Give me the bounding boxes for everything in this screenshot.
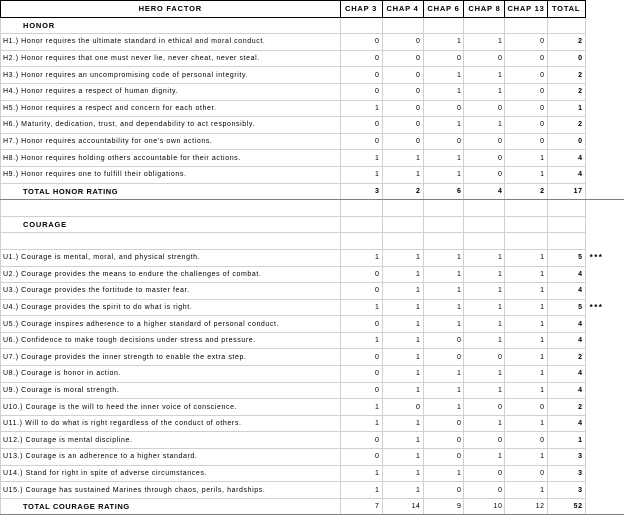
- chapter-value: 1: [464, 299, 505, 316]
- row-total: 4: [547, 415, 585, 432]
- chapter-value: 0: [464, 399, 505, 416]
- chapter-value: 1: [382, 150, 423, 167]
- chapter-value: 0: [464, 432, 505, 449]
- chapter-value: 0: [340, 266, 382, 283]
- blank-cell: [547, 200, 585, 217]
- blank-cell: [340, 216, 382, 233]
- chapter-value: 1: [464, 316, 505, 333]
- chapter-value: 1: [382, 283, 423, 300]
- row-total: 1: [547, 100, 585, 117]
- factor-label: U6.) Confidence to make tough decisions under stress and pressure.: [1, 332, 341, 349]
- chapter-total: 4: [464, 183, 505, 200]
- chapter-value: 1: [382, 366, 423, 383]
- factor-label: U3.) Courage provides the fortitude to master fear.: [1, 283, 341, 300]
- factor-label: U7.) Courage provides the inner strength to enable the extra step.: [1, 349, 341, 366]
- chapter-value: 1: [464, 266, 505, 283]
- chapter-total: 2: [505, 183, 547, 200]
- factor-label: U10.) Courage is the will to heed the inner voice of conscience.: [1, 399, 341, 416]
- chapter-value: 0: [423, 332, 464, 349]
- blank-edge-cell: [585, 183, 624, 200]
- chapter-total: 7: [340, 498, 382, 515]
- row-total: 2: [547, 83, 585, 100]
- factor-label: U11.) Will to do what is right regardless of the conduct of others.: [1, 415, 341, 432]
- table-row: [1, 415, 624, 432]
- chapter-value: 0: [382, 399, 423, 416]
- blank-cell: [505, 200, 547, 217]
- header-row: [1, 1, 624, 18]
- chapter-value: 1: [505, 366, 547, 383]
- blank-cell: [423, 17, 464, 34]
- factor-label: U8.) Courage is honor in action.: [1, 366, 341, 383]
- chapter-value: 0: [505, 432, 547, 449]
- chapter-value: 1: [505, 482, 547, 499]
- chapter-value: 1: [382, 449, 423, 466]
- highlight-marker: [585, 100, 624, 117]
- chapter-value: 0: [505, 34, 547, 51]
- blank-cell: [340, 17, 382, 34]
- chapter-value: 1: [505, 449, 547, 466]
- table-row: [1, 34, 624, 51]
- chapter-value: 0: [423, 100, 464, 117]
- chapter-value: 0: [340, 382, 382, 399]
- chapter-value: 1: [423, 117, 464, 134]
- table-row: [1, 482, 624, 499]
- blank-cell: [505, 216, 547, 233]
- chapter-value: 0: [382, 50, 423, 67]
- table-row: [1, 299, 624, 316]
- section-title-row: [1, 17, 624, 34]
- chapter-value: 1: [382, 299, 423, 316]
- blank-edge-cell: [585, 498, 624, 515]
- table-row: [1, 399, 624, 416]
- chapter-value: 1: [423, 67, 464, 84]
- chapter-value: 1: [505, 249, 547, 266]
- highlight-marker: [585, 266, 624, 283]
- blank-cell: [1, 200, 341, 217]
- factor-label: H8.) Honor requires holding others accountable for their actions.: [1, 150, 341, 167]
- table-row: [1, 283, 624, 300]
- row-total: 2: [547, 349, 585, 366]
- blank-cell: [505, 17, 547, 34]
- factor-label: H4.) Honor requires a respect of human dignity.: [1, 83, 341, 100]
- courage-total-label: TOTAL COURAGE RATING: [1, 498, 341, 515]
- chapter-value: 0: [464, 465, 505, 482]
- factor-label: U14.) Stand for right in spite of adverse circumstances.: [1, 465, 341, 482]
- table-row: [1, 67, 624, 84]
- factor-label: H6.) Maturity, dedication, trust, and dependability to act responsibly.: [1, 117, 341, 134]
- chapter-value: 1: [423, 382, 464, 399]
- chapter-value: 1: [340, 166, 382, 183]
- factor-label: H7.) Honor requires accountability for one's own actions.: [1, 133, 341, 150]
- chapter-value: 0: [464, 349, 505, 366]
- chapter-value: 1: [382, 465, 423, 482]
- chapter-value: 1: [340, 150, 382, 167]
- highlight-marker: [585, 465, 624, 482]
- chapter-value: 1: [423, 399, 464, 416]
- chapter-value: 1: [382, 432, 423, 449]
- chapter-value: 1: [423, 266, 464, 283]
- honor-section-title: HONOR: [1, 17, 341, 34]
- header-hero-factor: HERO FACTOR: [1, 1, 341, 18]
- section-title-row: [1, 216, 624, 233]
- row-total: 2: [547, 67, 585, 84]
- chapter-value: 0: [382, 133, 423, 150]
- highlight-marker: [585, 117, 624, 134]
- chapter-value: 0: [340, 133, 382, 150]
- blank-cell: [547, 233, 585, 250]
- chapter-total: 14: [382, 498, 423, 515]
- chapter-value: 1: [340, 299, 382, 316]
- row-total: 4: [547, 316, 585, 333]
- chapter-total: 12: [505, 498, 547, 515]
- chapter-value: 1: [505, 266, 547, 283]
- chapter-value: 0: [505, 465, 547, 482]
- chapter-value: 0: [505, 399, 547, 416]
- highlight-marker: [585, 283, 624, 300]
- header-chap-4: CHAP 4: [382, 1, 423, 18]
- table-row: [1, 382, 624, 399]
- table-row: [1, 266, 624, 283]
- row-total: 4: [547, 283, 585, 300]
- chapter-value: 0: [423, 449, 464, 466]
- blank-cell: [382, 200, 423, 217]
- factor-label: U13.) Courage is an adherence to a higher standard.: [1, 449, 341, 466]
- chapter-value: 1: [505, 382, 547, 399]
- chapter-value: 1: [382, 266, 423, 283]
- table-row: [1, 50, 624, 67]
- table-row: [1, 349, 624, 366]
- factor-label: U12.) Courage is mental discipline.: [1, 432, 341, 449]
- chapter-value: 0: [382, 100, 423, 117]
- chapter-value: 1: [423, 316, 464, 333]
- row-total: 4: [547, 332, 585, 349]
- blank-cell: [340, 200, 382, 217]
- chapter-value: 0: [464, 133, 505, 150]
- chapter-value: 0: [505, 100, 547, 117]
- blank-cell: [547, 17, 585, 34]
- chapter-value: 0: [340, 366, 382, 383]
- blank-cell: [464, 17, 505, 34]
- blank-cell: [382, 17, 423, 34]
- blank-cell: [1, 233, 341, 250]
- chapter-value: 0: [505, 133, 547, 150]
- table-row: [1, 166, 624, 183]
- chapter-value: 1: [505, 299, 547, 316]
- highlight-marker: [585, 482, 624, 499]
- highlight-marker: [585, 449, 624, 466]
- chapter-value: 1: [464, 382, 505, 399]
- chapter-value: 1: [423, 465, 464, 482]
- header-chap-13: CHAP 13: [505, 1, 547, 18]
- chapter-value: 0: [340, 449, 382, 466]
- highlight-marker: [585, 133, 624, 150]
- chapter-value: 1: [423, 150, 464, 167]
- table-row: [1, 83, 624, 100]
- chapter-value: 0: [340, 34, 382, 51]
- blank-edge-cell: [585, 233, 624, 250]
- table-row: [1, 432, 624, 449]
- highlight-marker: [585, 316, 624, 333]
- chapter-value: 0: [340, 83, 382, 100]
- chapter-value: 0: [340, 117, 382, 134]
- chapter-value: 0: [423, 432, 464, 449]
- highlight-marker: ***: [589, 253, 604, 263]
- chapter-value: 1: [423, 83, 464, 100]
- blank-cell: [505, 233, 547, 250]
- table-row: [1, 449, 624, 466]
- highlight-marker: [585, 349, 624, 366]
- chapter-value: 0: [423, 415, 464, 432]
- chapter-value: 1: [423, 299, 464, 316]
- chapter-value: 0: [464, 482, 505, 499]
- factor-label: U1.) Courage is mental, moral, and physical strength.: [1, 249, 341, 266]
- chapter-value: 1: [382, 415, 423, 432]
- chapter-value: 0: [382, 34, 423, 51]
- chapter-total: 9: [423, 498, 464, 515]
- blank-cell: [464, 216, 505, 233]
- chapter-value: 0: [340, 50, 382, 67]
- chapter-value: 1: [340, 399, 382, 416]
- chapter-value: 1: [464, 117, 505, 134]
- chapter-value: 1: [505, 332, 547, 349]
- chapter-value: 0: [423, 349, 464, 366]
- table-row: [1, 100, 624, 117]
- chapter-total: 2: [382, 183, 423, 200]
- blank-cell: [464, 233, 505, 250]
- chapter-value: 0: [464, 150, 505, 167]
- chapter-value: 1: [464, 67, 505, 84]
- total-row: [1, 498, 624, 515]
- chapter-value: 1: [382, 332, 423, 349]
- chapter-value: 0: [505, 83, 547, 100]
- chapter-value: 0: [423, 133, 464, 150]
- honor-total-label: TOTAL HONOR RATING: [1, 183, 341, 200]
- chapter-value: 1: [464, 34, 505, 51]
- chapter-value: 1: [464, 449, 505, 466]
- row-total: 2: [547, 34, 585, 51]
- highlight-marker: [585, 34, 624, 51]
- chapter-value: 1: [340, 249, 382, 266]
- chapter-value: 0: [505, 67, 547, 84]
- chapter-value: 1: [464, 366, 505, 383]
- chapter-value: 1: [382, 482, 423, 499]
- chapter-value: 1: [505, 150, 547, 167]
- row-total: 0: [547, 50, 585, 67]
- chapter-value: 1: [423, 166, 464, 183]
- table-row: [1, 249, 624, 266]
- chapter-value: 1: [505, 316, 547, 333]
- row-total: 4: [547, 166, 585, 183]
- row-total: 5: [547, 299, 585, 316]
- row-total: 2: [547, 399, 585, 416]
- blank-edge-cell: [585, 17, 624, 34]
- blank-cell: [423, 216, 464, 233]
- chapter-value: 1: [340, 100, 382, 117]
- blank-cell: [423, 200, 464, 217]
- table-row: [1, 366, 624, 383]
- chapter-value: 1: [340, 482, 382, 499]
- chapter-value: 0: [340, 316, 382, 333]
- highlight-marker: [585, 382, 624, 399]
- chapter-value: 1: [505, 415, 547, 432]
- chapter-value: 1: [505, 349, 547, 366]
- header-chap-3: CHAP 3: [340, 1, 382, 18]
- highlight-marker: [585, 415, 624, 432]
- factor-label: H3.) Honor requires an uncompromising code of personal integrity.: [1, 67, 341, 84]
- chapter-value: 0: [505, 117, 547, 134]
- chapter-value: 0: [382, 83, 423, 100]
- chapter-value: 1: [423, 283, 464, 300]
- factor-label: U9.) Courage is moral strength.: [1, 382, 341, 399]
- factor-label: U15.) Courage has sustained Marines through chaos, perils, hardships.: [1, 482, 341, 499]
- grand-total: 52: [547, 498, 585, 515]
- table-row: [1, 150, 624, 167]
- highlight-marker: [585, 432, 624, 449]
- highlight-marker: [585, 67, 624, 84]
- factor-label: H5.) Honor requires a respect and concern for each other.: [1, 100, 341, 117]
- chapter-value: 0: [505, 50, 547, 67]
- factor-label: U5.) Courage inspires adherence to a higher standard of personal conduct.: [1, 316, 341, 333]
- row-total: 3: [547, 465, 585, 482]
- highlight-marker: ***: [589, 302, 604, 312]
- highlight-marker: [585, 399, 624, 416]
- chapter-value: 1: [382, 249, 423, 266]
- chapter-value: 1: [423, 34, 464, 51]
- chapter-value: 1: [340, 465, 382, 482]
- chapter-value: 0: [382, 117, 423, 134]
- header-chap-8: CHAP 8: [464, 1, 505, 18]
- chapter-value: 1: [464, 249, 505, 266]
- highlight-marker: [585, 166, 624, 183]
- chapter-value: 1: [423, 249, 464, 266]
- blank-row: [1, 233, 624, 250]
- chapter-value: 0: [464, 50, 505, 67]
- table-body: [1, 1, 624, 515]
- chapter-value: 1: [464, 83, 505, 100]
- chapter-value: 0: [382, 67, 423, 84]
- total-row: [1, 183, 624, 200]
- table-row: [1, 332, 624, 349]
- chapter-value: 1: [505, 283, 547, 300]
- factor-label: H2.) Honor requires that one must never lie, never cheat, never steal.: [1, 50, 341, 67]
- chapter-value: 1: [464, 415, 505, 432]
- highlight-marker: [585, 366, 624, 383]
- chapter-total: 3: [340, 183, 382, 200]
- chapter-value: 1: [382, 382, 423, 399]
- factor-label: H9.) Honor requires one to fulfill their obligations.: [1, 166, 341, 183]
- chapter-value: 1: [340, 332, 382, 349]
- factor-label: H1.) Honor requires the ultimate standard in ethical and moral conduct.: [1, 34, 341, 51]
- chapter-value: 1: [382, 316, 423, 333]
- blank-row: [1, 200, 624, 217]
- chapter-value: 1: [340, 415, 382, 432]
- factor-label: U2.) Courage provides the means to endure the challenges of combat.: [1, 266, 341, 283]
- blank-edge-cell: [585, 216, 624, 233]
- row-total: 4: [547, 382, 585, 399]
- chapter-value: 1: [423, 366, 464, 383]
- chapter-value: 0: [340, 67, 382, 84]
- table-row: [1, 465, 624, 482]
- chapter-value: 0: [340, 432, 382, 449]
- chapter-value: 0: [464, 166, 505, 183]
- blank-cell: [464, 200, 505, 217]
- chapter-value: 1: [464, 283, 505, 300]
- row-total: 5: [547, 249, 585, 266]
- chapter-value: 0: [423, 482, 464, 499]
- row-total: 3: [547, 482, 585, 499]
- header-chap-6: CHAP 6: [423, 1, 464, 18]
- highlight-marker: [585, 332, 624, 349]
- row-total: 3: [547, 449, 585, 466]
- chapter-value: 1: [382, 166, 423, 183]
- header-spacer: [585, 1, 624, 18]
- row-total: 4: [547, 266, 585, 283]
- courage-section-title: COURAGE: [1, 216, 341, 233]
- chapter-value: 1: [464, 332, 505, 349]
- blank-cell: [382, 216, 423, 233]
- blank-edge-cell: [585, 200, 624, 217]
- row-total: 4: [547, 366, 585, 383]
- row-total: 2: [547, 117, 585, 134]
- factor-label: U4.) Courage provides the spirit to do what is right.: [1, 299, 341, 316]
- table-row: [1, 117, 624, 134]
- row-total: 0: [547, 133, 585, 150]
- highlight-marker: [585, 83, 624, 100]
- table-row: [1, 316, 624, 333]
- blank-cell: [423, 233, 464, 250]
- row-total: 4: [547, 150, 585, 167]
- blank-cell: [340, 233, 382, 250]
- chapter-value: 0: [340, 283, 382, 300]
- blank-cell: [382, 233, 423, 250]
- chapter-value: 1: [382, 349, 423, 366]
- highlight-marker: [585, 50, 624, 67]
- grand-total: 17: [547, 183, 585, 200]
- highlight-marker: [585, 150, 624, 167]
- header-total: TOTAL: [547, 1, 585, 18]
- chapter-value: 0: [464, 100, 505, 117]
- chapter-value: 0: [340, 349, 382, 366]
- row-total: 1: [547, 432, 585, 449]
- chapter-total: 10: [464, 498, 505, 515]
- chapter-value: 0: [423, 50, 464, 67]
- table-row: [1, 133, 624, 150]
- chapter-value: 1: [505, 166, 547, 183]
- chapter-total: 6: [423, 183, 464, 200]
- blank-cell: [547, 216, 585, 233]
